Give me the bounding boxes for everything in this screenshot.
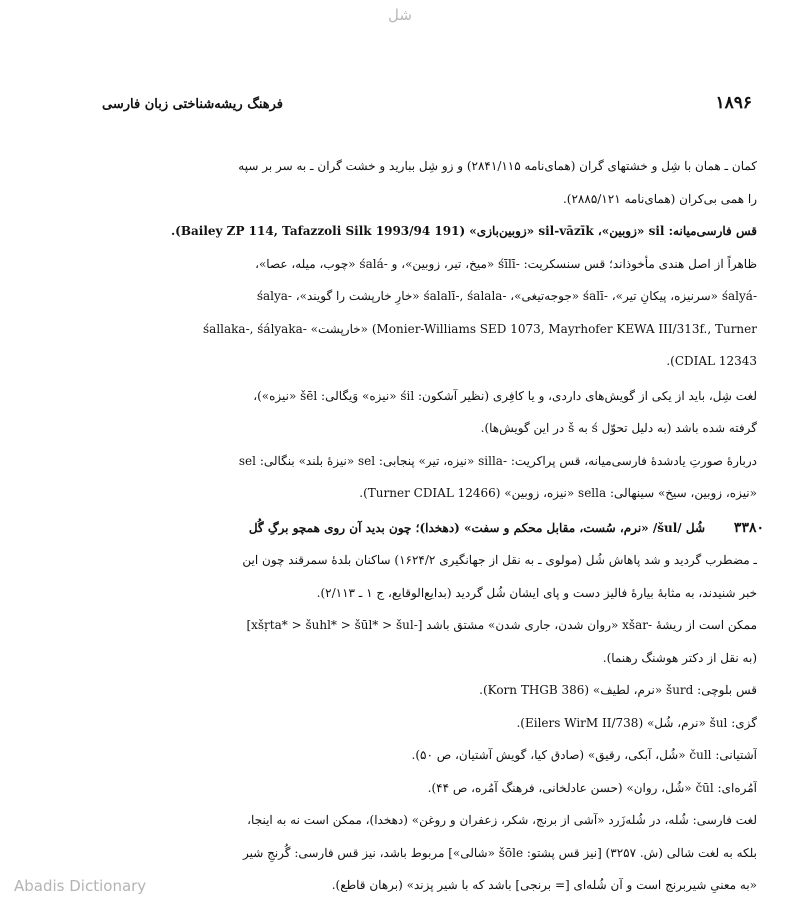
text-line: قس بلوچی: šurd «نرم، لطیف» (Korn THGB 386). [479,683,757,697]
page-header [102,93,752,121]
text-line: کمان ـ همان با شِل و خشتهای گران (همای‌نامه ۲۸۴۱/۱۱۵) و زو شِل ببارید و خشت گران ـ به سر بر سپه [238,159,757,173]
text-line: Monier-Williams SED 1073, Mayrhofer KEWA III/313f., Turner) «خارپشت» -śallaka-, śályaka [203,321,757,336]
text-line: لغت فارسی: شُله، در شُله‌زَرد «آشی از برنج، شکر، زعفران و روغن» (دهخدا)، ممکن است نه به اینجا، [247,813,757,827]
text-line: آمُره‌ای: čūl «شُل، روان» (حسن عادلخانی، فرهنگ آمُره، ص ۴۴). [427,780,757,795]
text-line: دربارهٔ صورتِ یادشدهٔ فارسی‌میانه، قس پراکریت: -silla «نیزه، تیر» پنجابی: sel «نیزهٔ بلند» بنگالی: sel [238,453,757,468]
text-line: را همی بی‌کران (همای‌نامه ۲۸۸۵/۱۲۱). [562,191,757,206]
text-line: «نیزه، زوبین، سیخ» سینهالی: sella «نیزه، زوبین» (Turner CDIAL 12466). [359,486,757,500]
text-line: (به نقل از دکتر هوشنگ رهنما). [602,650,757,665]
watermark-top: شل [388,6,412,24]
text-line: بلکه به لغت شالی (ش. ۳۲۵۷) [نیز قس پشتو: šōle «شالی»] مربوط باشد، نیز قس فارسی: گُرنجِ شیر [242,845,757,860]
text-line: «به معنیِ شیربرنج است و آن شُله‌ای [= برنجی] باشد که با شیر پزند» (برهان قاطع). [331,878,757,892]
text-line: ـ مضطرب گردید و شد پاهاش شُل (مولوی ـ به نقل از جهانگیری ۱۶۲۴/۲) ساکنان بلدهٔ سمرقند چون این [242,553,757,567]
text-line: گرفته شده باشد (به دلیل تحوّل ś به š در این گویش‌ها). [480,421,757,435]
headword-line: شُل /šul/ «نرم، سُست، مقابل محکم و سفت» (دهخدا)؛ چون بدید آن روی همچو برگِ گُل [248,520,705,535]
text-line: ظاهراً از اصل هندی مأخوذاند؛ قس سنسکریت: -śīlī «میخ، تیر، زوبین»، و -śalá «چوب، میله، عصا»، [255,256,757,271]
dictionary-body [100,152,764,904]
text-line: ممکن است از ریشهٔ -xšar «روان شدن، جاری شدن» مشتق باشد [-xšṛta* > šuhl* > šūl* > šul] [246,618,757,632]
text-line: قس فارسی‌میانه: sil «زوبین»، sil-vāzīk «زوبین‌بازی» (Bailey ZP 114, Tafazzoli Silk 1993/94 191). [171,224,757,238]
text-line: CDIAL 12343). [666,354,757,368]
entry-3380 [100,514,764,543]
page-number: ۱۸۹۶ [715,93,752,113]
text-line: -śalyá «سرنیزه، پیکانِ تیر»، -śalī «جوجه‌تیغی»، -śalalī-, śalala «خارِ خارپشت را گویند»، -śalya [256,289,757,303]
text-line: گزی: šul «نرم، شُل» (Eilers WirM II/738). [516,715,757,730]
running-title: فرهنگ ریشه‌شناختی زبان فارسی [102,97,283,112]
watermark-bottom: Abadis Dictionary [14,877,147,895]
entry-number: ۳۳۸۰ [733,519,764,536]
text-line: خبر شنیدند، به مثابهٔ بیارهٔ فالیز دست و پای ایشان شُل گردید (بدایع‌الوقایع، ج ۱ ـ ۲/۱۱۳). [316,585,757,600]
text-line: آشتیانی: čull «شُل، آبکی، رقیق» (صادق کیا، گویش آشتیان، ص ۵۰). [411,748,757,762]
text-line: لغت شِل، باید از یکی از گویش‌های داردی، و یا کافِری (نظیر آشکون: śil «نیزه» وَیگالی: šēl «نیزه»)، [253,388,757,403]
